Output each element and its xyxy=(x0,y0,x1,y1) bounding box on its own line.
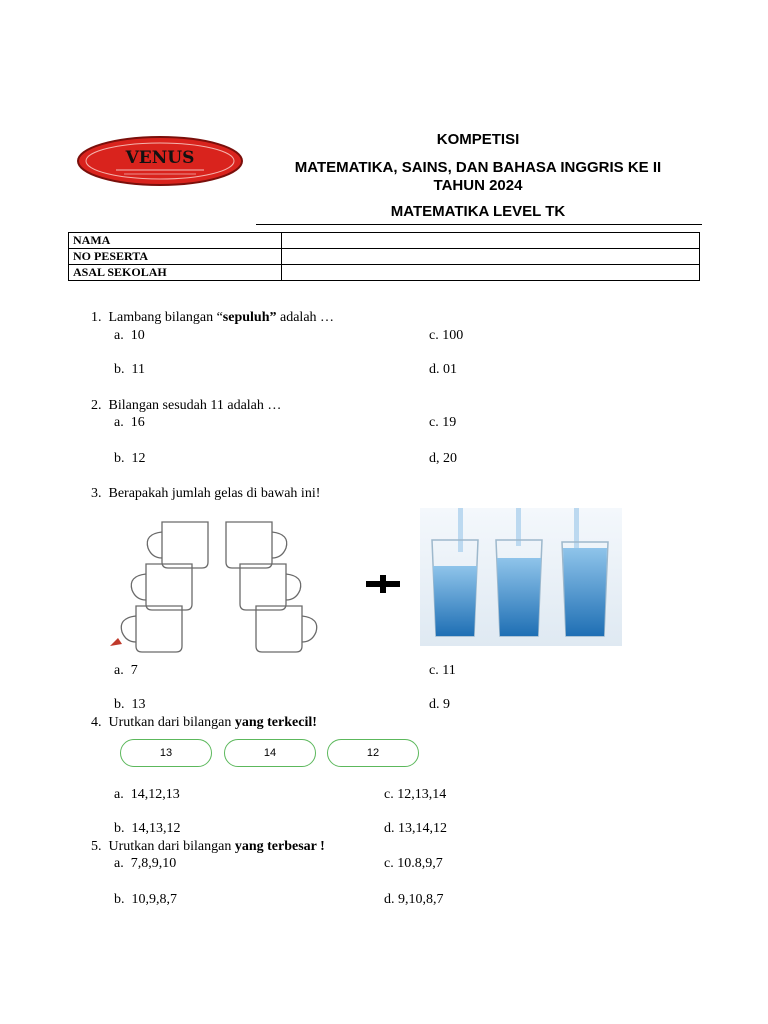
participant-number-field[interactable] xyxy=(282,249,700,265)
option-a[interactable]: a. 16 xyxy=(114,415,145,430)
option-c[interactable]: c. 19 xyxy=(429,415,457,430)
header-year: TAHUN 2024 xyxy=(433,177,523,194)
school-field[interactable] xyxy=(282,265,700,281)
identity-label: NO PESERTA xyxy=(69,249,282,265)
question-number: 3. xyxy=(91,486,102,501)
identity-row xyxy=(69,233,700,249)
question-number: 4. xyxy=(91,715,102,730)
question-text: Urutkan dari bilangan xyxy=(108,839,235,854)
question-number: 5. xyxy=(91,839,102,854)
question-text: Bilangan sesudah 11 adalah … xyxy=(108,398,282,413)
option-b[interactable]: b. 12 xyxy=(114,451,146,466)
identity-row xyxy=(69,265,700,281)
mug-icon xyxy=(147,522,208,568)
option-b[interactable]: b. 13 xyxy=(114,697,146,712)
name-field[interactable] xyxy=(282,233,700,249)
question-text: Urutkan dari bilangan xyxy=(108,715,235,730)
option-a[interactable]: a. 14,12,13 xyxy=(114,787,180,802)
option-d[interactable]: d. 9,10,8,7 xyxy=(384,892,444,907)
mug-icon xyxy=(131,564,192,610)
question-4 xyxy=(91,715,317,731)
question-bold-text: yang terbesar ! xyxy=(234,839,325,854)
water-glasses-image xyxy=(420,508,622,646)
option-a[interactable]: a. 7 xyxy=(114,663,138,678)
option-b[interactable]: b. 11 xyxy=(114,362,145,377)
question-bold-text: yang terkecil! xyxy=(234,715,317,730)
question-text: Lambang bilangan “ xyxy=(108,310,223,325)
mug-icon xyxy=(240,564,301,610)
question-2 xyxy=(91,398,281,414)
identity-label: NAMA xyxy=(69,233,282,249)
glass-icon xyxy=(562,542,608,636)
number-pill: 12 xyxy=(327,739,419,767)
header-level: MATEMATIKA LEVEL TK xyxy=(390,203,566,220)
logo-text: VENUS xyxy=(125,148,195,168)
mug-icon xyxy=(256,606,317,652)
identity-label: ASAL SEKOLAH xyxy=(69,265,282,281)
header-subtitle: MATEMATIKA, SAINS, DAN BAHASA INGGRIS KE II xyxy=(294,159,662,176)
option-a[interactable]: a. 10 xyxy=(114,328,145,343)
question-1 xyxy=(91,310,334,326)
option-b[interactable]: b. 10,9,8,7 xyxy=(114,892,177,907)
option-d[interactable]: d. 01 xyxy=(429,362,457,377)
option-d[interactable]: d. 13,14,12 xyxy=(384,821,447,836)
option-c[interactable]: c. 11 xyxy=(429,663,456,678)
question-text: adalah … xyxy=(276,310,335,325)
option-c[interactable]: c. 12,13,14 xyxy=(384,787,447,802)
mug-icon xyxy=(226,522,287,568)
option-a[interactable]: a. 7,8,9,10 xyxy=(114,856,177,871)
option-c[interactable]: c. 10.8,9,7 xyxy=(384,856,443,871)
option-d[interactable]: d. 9 xyxy=(429,697,450,712)
option-d[interactable]: d, 20 xyxy=(429,451,457,466)
header-title: KOMPETISI xyxy=(436,131,520,148)
identity-row xyxy=(69,249,700,265)
question-3 xyxy=(91,486,320,502)
option-c[interactable]: c. 100 xyxy=(429,328,464,343)
number-pill: 13 xyxy=(120,739,212,767)
plus-icon xyxy=(366,575,400,593)
header-divider xyxy=(256,224,702,225)
number-pill: 14 xyxy=(224,739,316,767)
identity-table xyxy=(68,232,700,281)
question-text: Berapakah jumlah gelas di bawah ini! xyxy=(108,486,321,501)
question-number: 2. xyxy=(91,398,102,413)
option-b[interactable]: b. 14,13,12 xyxy=(114,821,181,836)
empty-mugs-image xyxy=(110,514,322,654)
question-5 xyxy=(91,839,325,855)
question-bold-text: sepuluh” xyxy=(222,310,277,325)
question-number: 1. xyxy=(91,310,102,325)
mug-icon xyxy=(121,606,182,652)
